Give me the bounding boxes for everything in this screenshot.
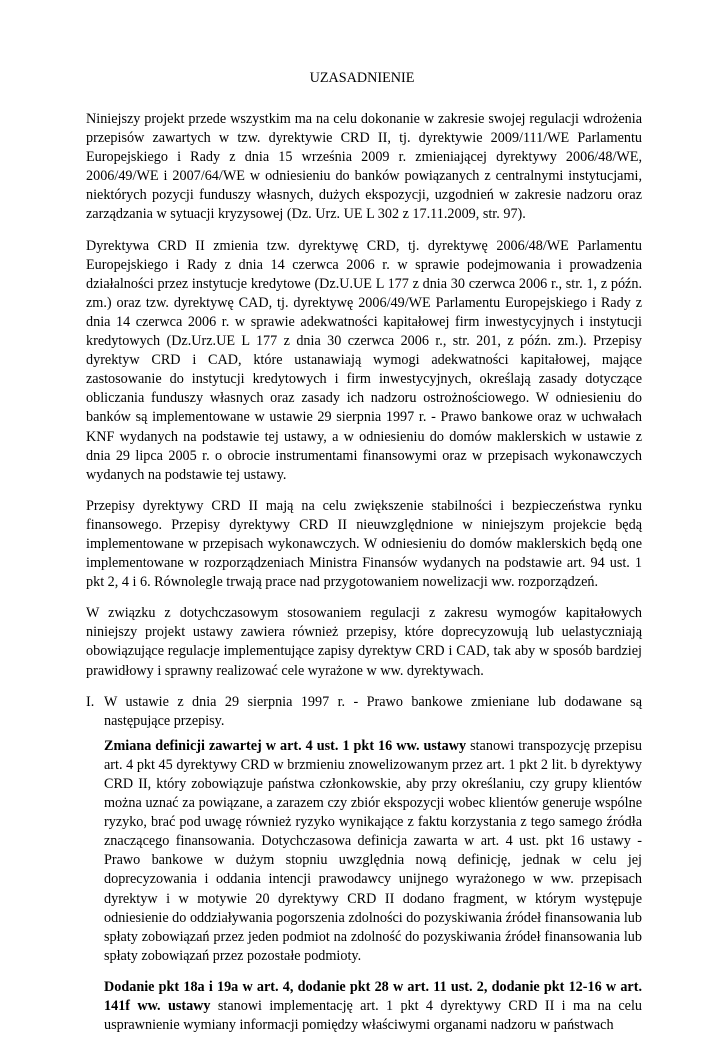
paragraph-1: Niniejszy projekt przede wszystkim ma na celu dokonanie w zakresie swojej regulacji wdrożenia przepisów zawartych w tzw. dyrektywie CRD II, tj. dyrektywie 2009/111/WE Parlamentu Europejskiego i Rady z dnia 15 września 2009 r. zmieniającej dyrektywy 2006/48/WE, 2006/49/WE i 2007/64/WE w odniesieniu do banków powiązanych z centralnymi instytucjami, niektórych pozycji funduszy własnych, dużych ekspozycji, uzgodnień w zakresie nadzoru oraz zarządzania w sytuacji kryzysowej (Dz. Urz. UE L 302 z 17.11.2009, str. 97). [86,111,642,223]
paragraph-6 [104,978,642,1035]
paragraph-6-text: stanowi implementację art. 1 pkt 4 dyrektywy CRD II i ma na celu usprawnienie wymiany informacji pomiędzy właściwymi organami nadzoru w państwach [104,998,642,1034]
paragraph-6-heading: Dodanie pkt 18a i 19a w art. 4, dodanie pkt 28 w art. 11 ust. 2, dodanie pkt 12-16 w art. 141f ww. ustawy [104,978,642,1015]
indented-section [86,737,642,1035]
list-marker: I. [86,693,95,710]
paragraph-2: Dyrektywa CRD II zmienia tzw. dyrektywę CRD, tj. dyrektywę 2006/48/WE Parlamentu Europejskiego i Rady z dnia 14 czerwca 2006 r. w sprawie podejmowania i prowadzenia działalności przez instytucje kredytowe (Dz.U.UE L 177 z dnia 30 czerwca 2006 r., str. 1, z późn. zm.) oraz tzw. dyrektywę CAD, tj. dyrektywę 2006/49/WE Parlamentu Europejskiego i Rady z dnia 14 czerwca 2006 r. w sprawie adekwatności kapitałowej firm inwestycyjnych i instytucji kredytowych (Dz.Urz.UE L 177 z dnia 30 czerwca 2006 r., str. 201, z późn. zm.). Przepisy dyrektyw CRD i CAD, które ustanawiają wymogi adekwatności kapitałowej, mające zastosowanie do instytucji kredytowych i firm inwestycyjnych, określają zasady dotyczące obliczania funduszy własnych oraz zasady ich nadzoru ostrożnościowego. W odniesieniu do banków są implementowane w ustawie 29 sierpnia 1997 r. - Prawo bankowe oraz w uchwałach KNF wydanych na podstawie tej ustawy, a w odniesieniu do domów maklerskich w ustawie z dnia 29 lipca 2005 r. o obrocie instrumentami finansowymi oraz w przepisach wykonawczych wydanych na podstawie tej ustawy. [86,237,642,483]
paragraph-4: W związku z dotychczasowym stosowaniem regulacji z zakresu wymogów kapitałowych niniejszy projekt ustawy zawiera również przepisy, które doprecyzowują lub uelastyczniają obowiązujące regulacje implementujące zapisy dyrektyw CRD i CAD, tak aby w sposób bardziej prawidłowy i sprawny realizować cele wyrażone w ww. dyrektywach. [86,605,642,679]
page-title: UZASADNIENIE [309,70,415,86]
paragraph-5-text: stanowi transpozycję przepisu art. 4 pkt 45 dyrektywy CRD w brzmieniu znowelizowanym przez art. 1 pkt 2 lit. b dyrektywy CRD II, który zobowiązuje państwa członkowskie, aby przy określaniu, czy grupy klientów można uznać za powiązane, a zarazem czy zbiór ekspozycji wobec klientów generuje wspólne ryzyko, brać pod uwagę również ryzyko wynikające z faktu korzystania z tego samego źródła znaczącego finansowania. Dotychczasowa definicja zawarta w art. 4 ust. pkt 16 ustawy - Prawo bankowe w dużym stopniu uwzględnia nową definicję, jednak w celu jej doprecyzowania i oddania intencji prawodawcy unijnego wyrażonego w ww. przepisach dyrektyw i w motywie 20 dyrektywy CRD II dodano fragment, w którym występuje odniesienie do oddziaływania pogorszenia zdolności do pozyskiwania źródeł finansowania lub spłaty zobowiązań przez jeden podmiot na zdolność do pozyskiwania źródeł finansowania lub spłaty zobowiązań przez pozostałe podmioty. [104,737,643,964]
paragraph-5 [104,737,642,966]
list-item-1 [86,693,642,731]
paragraph-3: Przepisy dyrektywy CRD II mają na celu zwiększenie stabilności i bezpieczeństwa rynku finansowego. Przepisy dyrektywy CRD II nieuwzględnione w niniejszym projekcie będą implementowane w przepisach wykonawczych. W odniesieniu do domów maklerskich będą one implementowane w rozporządzeniach Ministra Finansów wydanych na podstawie art. 94 ust. 1 pkt 2, 4 i 6. Równolegle trwają prace nad przygotowaniem nowelizacji ww. rozporządzeń. [86,497,642,591]
paragraph-5-heading: Zmiana definicji zawartej w art. 4 ust. 1 pkt 16 ww. ustawy [104,737,467,754]
list-item-text: W ustawie z dnia 29 sierpnia 1997 r. - Prawo bankowe zmieniane lub dodawane są następujące przepisy. [104,693,642,729]
document-body [86,110,642,1047]
